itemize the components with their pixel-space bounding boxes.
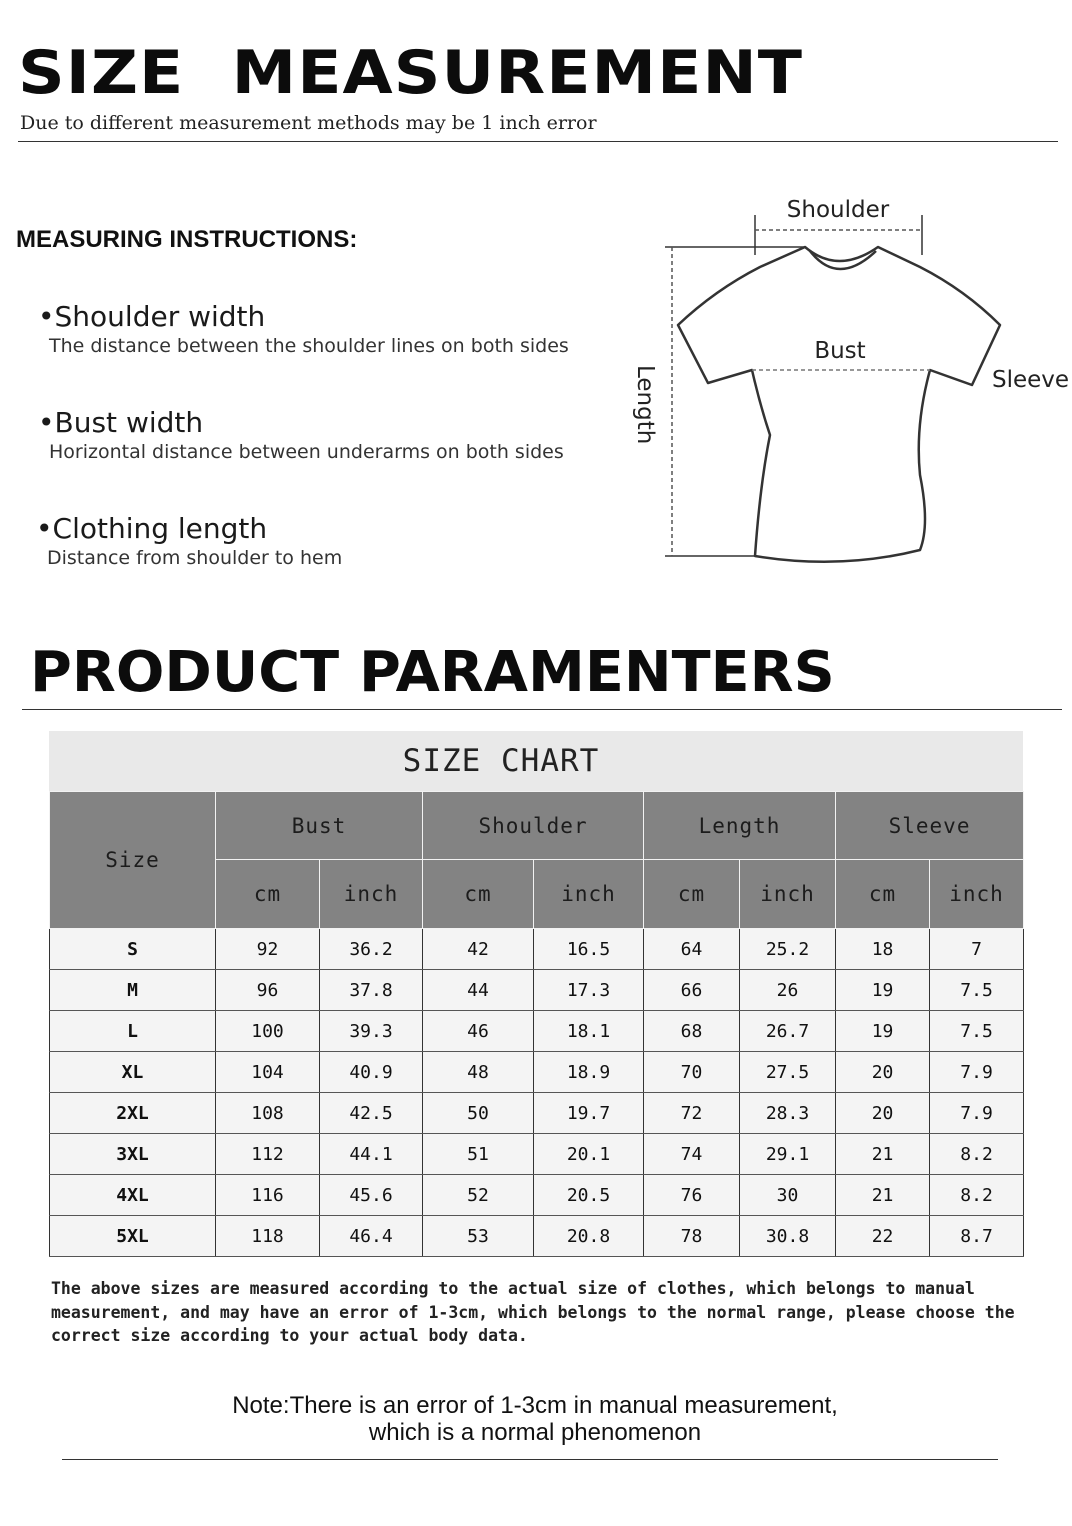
- size-cell: M: [50, 970, 216, 1011]
- table-row: [50, 1216, 1024, 1257]
- column-header-shoulder: Shoulder: [423, 792, 644, 860]
- value-cell: 118: [216, 1216, 320, 1257]
- value-cell: 44.1: [320, 1134, 423, 1175]
- bust-label: Bust: [814, 338, 866, 364]
- value-cell: 53: [423, 1216, 534, 1257]
- value-cell: 25.2: [740, 929, 836, 970]
- value-cell: 8.7: [930, 1216, 1024, 1257]
- instructions-heading: MEASURING INSTRUCTIONS:: [16, 226, 358, 253]
- measurement-footnote: The above sizes are measured according to the actual size of clothes, which belongs to manual measurement, and may have an error of 1-3cm, which belongs to the normal range, please choose the correct size according to your actual body data.: [51, 1279, 1015, 1345]
- value-cell: 112: [216, 1134, 320, 1175]
- unit-header-cm: cm: [216, 860, 320, 929]
- note-line-2: which is a normal phenomenon: [368, 1419, 702, 1446]
- value-cell: 7.5: [930, 1011, 1024, 1052]
- table-row: [50, 1052, 1024, 1093]
- value-cell: 20.1: [534, 1134, 644, 1175]
- table-row: [50, 1175, 1024, 1216]
- value-cell: 17.3: [534, 970, 644, 1011]
- size-cell: 5XL: [50, 1216, 216, 1257]
- value-cell: 70: [644, 1052, 740, 1093]
- unit-header-cm: cm: [836, 860, 930, 929]
- size-chart-body: [50, 929, 1024, 1257]
- table-row: [50, 1093, 1024, 1134]
- value-cell: 8.2: [930, 1175, 1024, 1216]
- value-cell: 64: [644, 929, 740, 970]
- instruction-title: •Bust width: [38, 406, 204, 439]
- value-cell: 78: [644, 1216, 740, 1257]
- value-cell: 52: [423, 1175, 534, 1216]
- column-header-sleeve: Sleeve: [836, 792, 1024, 860]
- instruction-desc: Distance from shoulder to hem: [47, 547, 343, 569]
- value-cell: 68: [644, 1011, 740, 1052]
- column-header-bust: Bust: [216, 792, 423, 860]
- table-row: [50, 929, 1024, 970]
- instruction-item-length: [36, 512, 342, 569]
- column-header-size: Size: [50, 792, 216, 929]
- instruction-desc: The distance between the shoulder lines on both sides: [49, 335, 569, 357]
- value-cell: 26.7: [740, 1011, 836, 1052]
- tshirt-measurement-diagram: [620, 185, 1070, 575]
- value-cell: 26: [740, 970, 836, 1011]
- value-cell: 20.5: [534, 1175, 644, 1216]
- value-cell: 51: [423, 1134, 534, 1175]
- note-line-1: Note:There is an error of 1-3cm in manual measurement,: [232, 1392, 838, 1419]
- value-cell: 45.6: [320, 1175, 423, 1216]
- instruction-item-shoulder: [38, 300, 569, 357]
- size-cell: 4XL: [50, 1175, 216, 1216]
- value-cell: 74: [644, 1134, 740, 1175]
- value-cell: 7.5: [930, 970, 1024, 1011]
- table-row: [50, 1011, 1024, 1052]
- column-header-length: Length: [644, 792, 836, 860]
- shoulder-label: Shoulder: [786, 197, 890, 223]
- value-cell: 18.1: [534, 1011, 644, 1052]
- value-cell: 30.8: [740, 1216, 836, 1257]
- value-cell: 7.9: [930, 1093, 1024, 1134]
- value-cell: 39.3: [320, 1011, 423, 1052]
- unit-header-cm: cm: [423, 860, 534, 929]
- value-cell: 46: [423, 1011, 534, 1052]
- value-cell: 108: [216, 1093, 320, 1134]
- value-cell: 7: [930, 929, 1024, 970]
- page-subtitle: Due to different measurement methods may be 1 inch error: [20, 112, 597, 134]
- size-cell: L: [50, 1011, 216, 1052]
- value-cell: 21: [836, 1134, 930, 1175]
- value-cell: 16.5: [534, 929, 644, 970]
- value-cell: 76: [644, 1175, 740, 1216]
- value-cell: 40.9: [320, 1052, 423, 1093]
- value-cell: 42.5: [320, 1093, 423, 1134]
- size-chart: [49, 731, 1023, 1257]
- tshirt-outline: [678, 247, 1000, 562]
- value-cell: 20.8: [534, 1216, 644, 1257]
- value-cell: 96: [216, 970, 320, 1011]
- value-cell: 18.9: [534, 1052, 644, 1093]
- size-cell: 2XL: [50, 1093, 216, 1134]
- value-cell: 48: [423, 1052, 534, 1093]
- divider-product: [22, 709, 1062, 710]
- divider-bottom: [62, 1459, 998, 1460]
- unit-header-inch: inch: [320, 860, 423, 929]
- value-cell: 20: [836, 1093, 930, 1134]
- value-cell: 27.5: [740, 1052, 836, 1093]
- divider-top: [18, 141, 1058, 142]
- size-cell: XL: [50, 1052, 216, 1093]
- value-cell: 29.1: [740, 1134, 836, 1175]
- value-cell: 37.8: [320, 970, 423, 1011]
- value-cell: 46.4: [320, 1216, 423, 1257]
- table-row: [50, 1134, 1024, 1175]
- value-cell: 20: [836, 1052, 930, 1093]
- error-note: [100, 1392, 970, 1446]
- page-title: SIZE MEASUREMENT: [18, 38, 804, 108]
- value-cell: 104: [216, 1052, 320, 1093]
- unit-header-inch: inch: [740, 860, 836, 929]
- size-cell: 3XL: [50, 1134, 216, 1175]
- size-chart-title: SIZE CHART: [49, 731, 1023, 791]
- value-cell: 21: [836, 1175, 930, 1216]
- value-cell: 100: [216, 1011, 320, 1052]
- size-chart-table: [49, 791, 1024, 1257]
- value-cell: 92: [216, 929, 320, 970]
- value-cell: 30: [740, 1175, 836, 1216]
- unit-header-inch: inch: [930, 860, 1024, 929]
- value-cell: 18: [836, 929, 930, 970]
- unit-header-cm: cm: [644, 860, 740, 929]
- value-cell: 19: [836, 970, 930, 1011]
- value-cell: 42: [423, 929, 534, 970]
- size-cell: S: [50, 929, 216, 970]
- sleeve-label: Sleeve: [992, 367, 1070, 393]
- value-cell: 28.3: [740, 1093, 836, 1134]
- instruction-item-bust: [38, 406, 564, 463]
- length-label: Length: [632, 365, 658, 445]
- value-cell: 19: [836, 1011, 930, 1052]
- value-cell: 50: [423, 1093, 534, 1134]
- value-cell: 36.2: [320, 929, 423, 970]
- instruction-desc: Horizontal distance between underarms on both sides: [49, 441, 564, 463]
- value-cell: 44: [423, 970, 534, 1011]
- instruction-title: •Clothing length: [36, 512, 268, 545]
- value-cell: 116: [216, 1175, 320, 1216]
- value-cell: 19.7: [534, 1093, 644, 1134]
- product-title: PRODUCT PARAMENTERS: [30, 640, 835, 705]
- table-row: [50, 970, 1024, 1011]
- value-cell: 72: [644, 1093, 740, 1134]
- unit-header-inch: inch: [534, 860, 644, 929]
- value-cell: 7.9: [930, 1052, 1024, 1093]
- value-cell: 66: [644, 970, 740, 1011]
- value-cell: 8.2: [930, 1134, 1024, 1175]
- value-cell: 22: [836, 1216, 930, 1257]
- instruction-title: •Shoulder width: [38, 300, 266, 333]
